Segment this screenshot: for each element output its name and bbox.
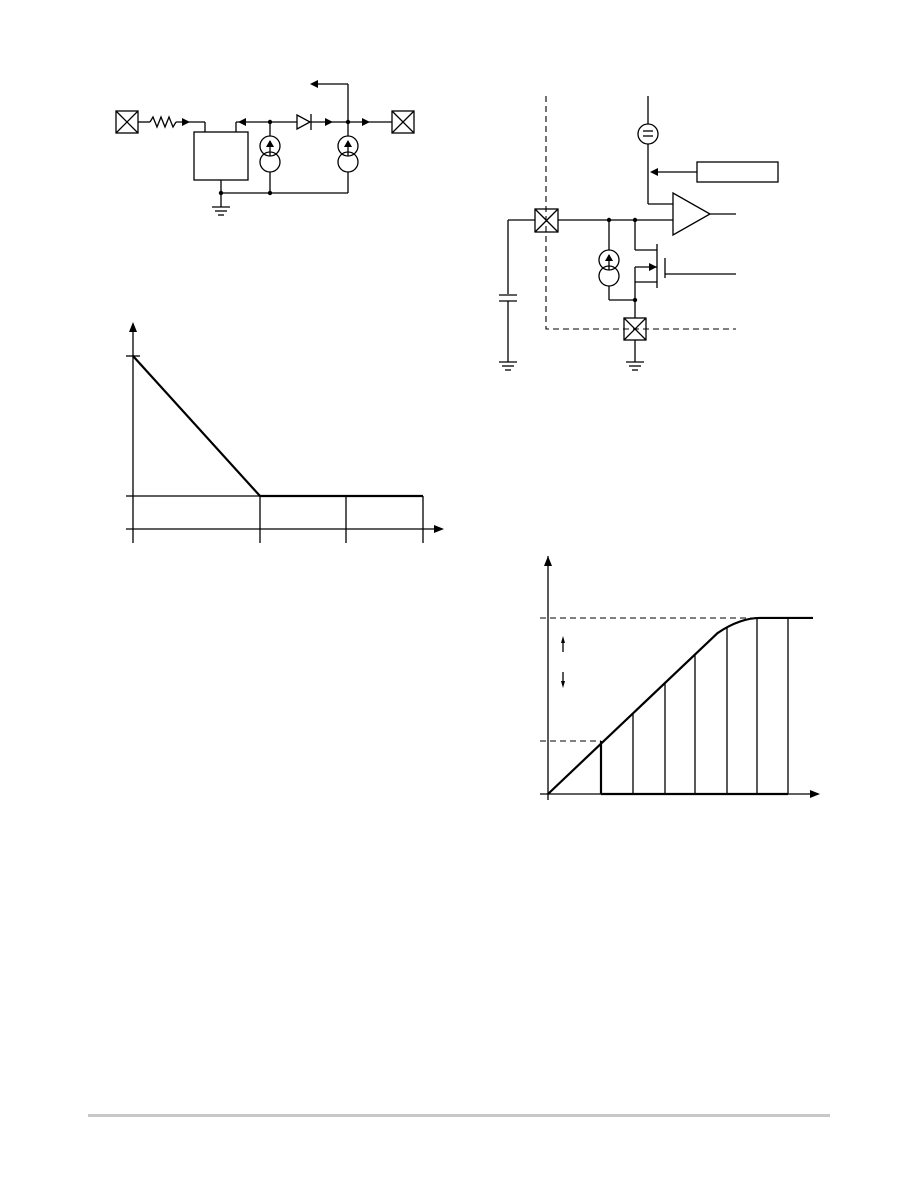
graph-2-series-line bbox=[548, 618, 813, 794]
range-arrow-up bbox=[561, 636, 565, 652]
footer-rule bbox=[88, 1114, 830, 1117]
range-arrow-down bbox=[561, 672, 565, 688]
graph-2-hatch-lines bbox=[633, 618, 788, 794]
